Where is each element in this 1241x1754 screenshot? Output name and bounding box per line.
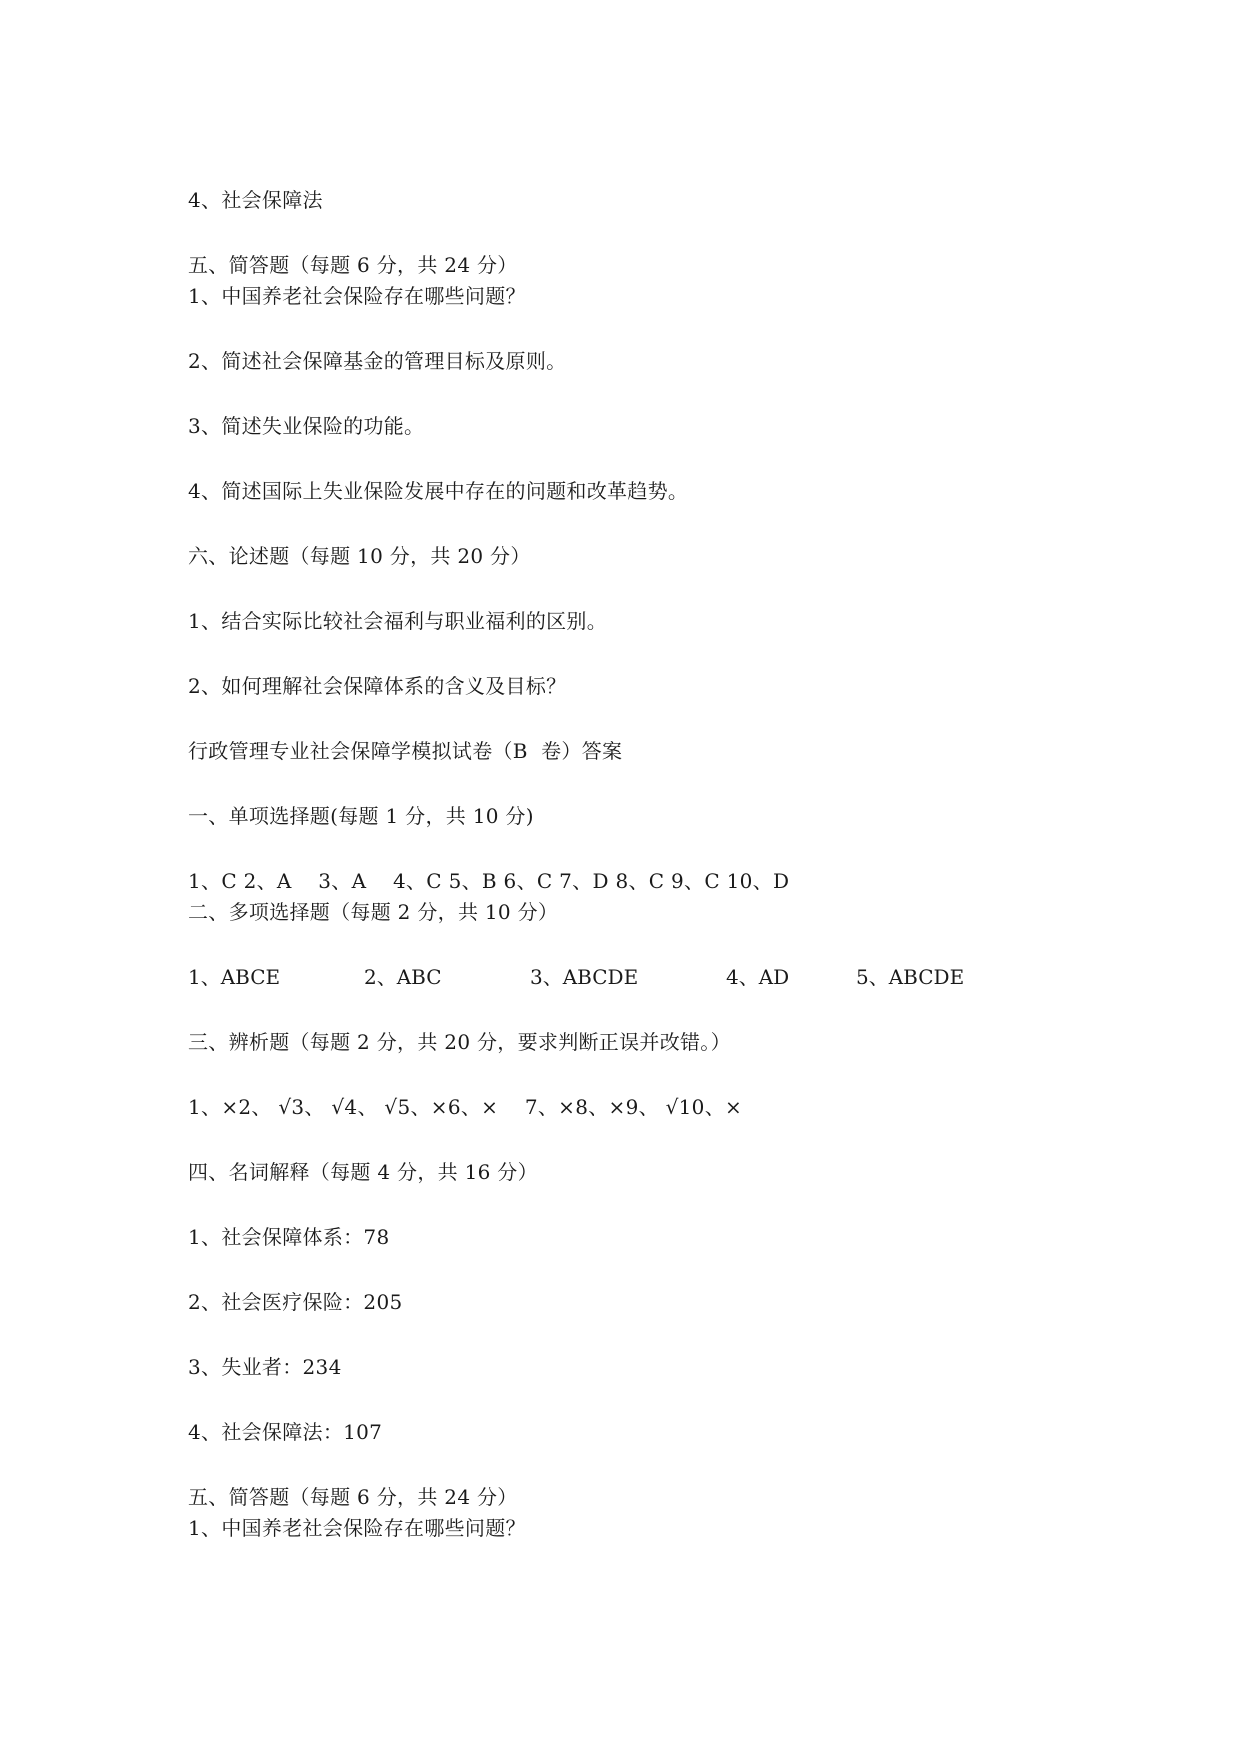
section-term-definition-heading: 四、名词解释（每题 4 分，共 16 分） <box>188 1160 538 1184</box>
short-answer-question-4: 4、简述国际上失业保险发展中存在的问题和改革趋势。 <box>188 479 689 503</box>
essay-question-2: 2、如何理解社会保障体系的含义及目标？ <box>188 674 567 698</box>
short-answer-question-1: 1、中国养老社会保险存在哪些问题？ <box>188 284 526 308</box>
short-answer-question-2: 2、简述社会保障基金的管理目标及原则。 <box>188 349 567 373</box>
section-essay-heading: 六、论述题（每题 10 分，共 20 分） <box>188 544 531 568</box>
item-social-security-law: 4、社会保障法 <box>188 188 323 212</box>
short-answer-question-3: 3、简述失业保险的功能。 <box>188 414 425 438</box>
section-true-false-heading: 三、辨析题（每题 2 分，共 20 分，要求判断正误并改错。） <box>188 1030 731 1054</box>
section-multiple-choice-heading: 二、多项选择题（每题 2 分，共 10 分） <box>188 900 559 924</box>
term-answer-2: 2、社会医疗保险：205 <box>188 1290 403 1314</box>
multiple-choice-answer-4: 4、AD <box>726 965 790 989</box>
term-answer-4: 4、社会保障法：107 <box>188 1420 383 1444</box>
term-answer-1: 1、社会保障体系：78 <box>188 1225 390 1249</box>
multiple-choice-answer-5: 5、ABCDE <box>856 965 965 989</box>
single-choice-answers: 1、C 2、A 3、A 4、C 5、B 6、C 7、D 8、C 9、C 10、D <box>188 869 790 893</box>
section-short-answer-heading: 五、简答题（每题 6 分，共 24 分） <box>188 253 518 277</box>
answer-key-title: 行政管理专业社会保障学模拟试卷（B 卷）答案 <box>188 739 623 763</box>
essay-question-1: 1、结合实际比较社会福利与职业福利的区别。 <box>188 609 608 633</box>
multiple-choice-answer-1: 1、ABCE <box>188 965 281 989</box>
section-short-answer-heading-repeat: 五、简答题（每题 6 分，共 24 分） <box>188 1485 518 1509</box>
multiple-choice-answer-2: 2、ABC <box>364 965 442 989</box>
short-answer-question-1-repeat: 1、中国养老社会保险存在哪些问题？ <box>188 1516 526 1540</box>
multiple-choice-answer-3: 3、ABCDE <box>530 965 639 989</box>
section-single-choice-heading: 一、单项选择题(每题 1 分，共 10 分) <box>188 804 534 828</box>
term-answer-3: 3、失业者：234 <box>188 1355 342 1379</box>
true-false-answers: 1、×2、 √3、 √4、 √5、×6、× 7、×8、×9、 √10、× <box>188 1095 743 1119</box>
